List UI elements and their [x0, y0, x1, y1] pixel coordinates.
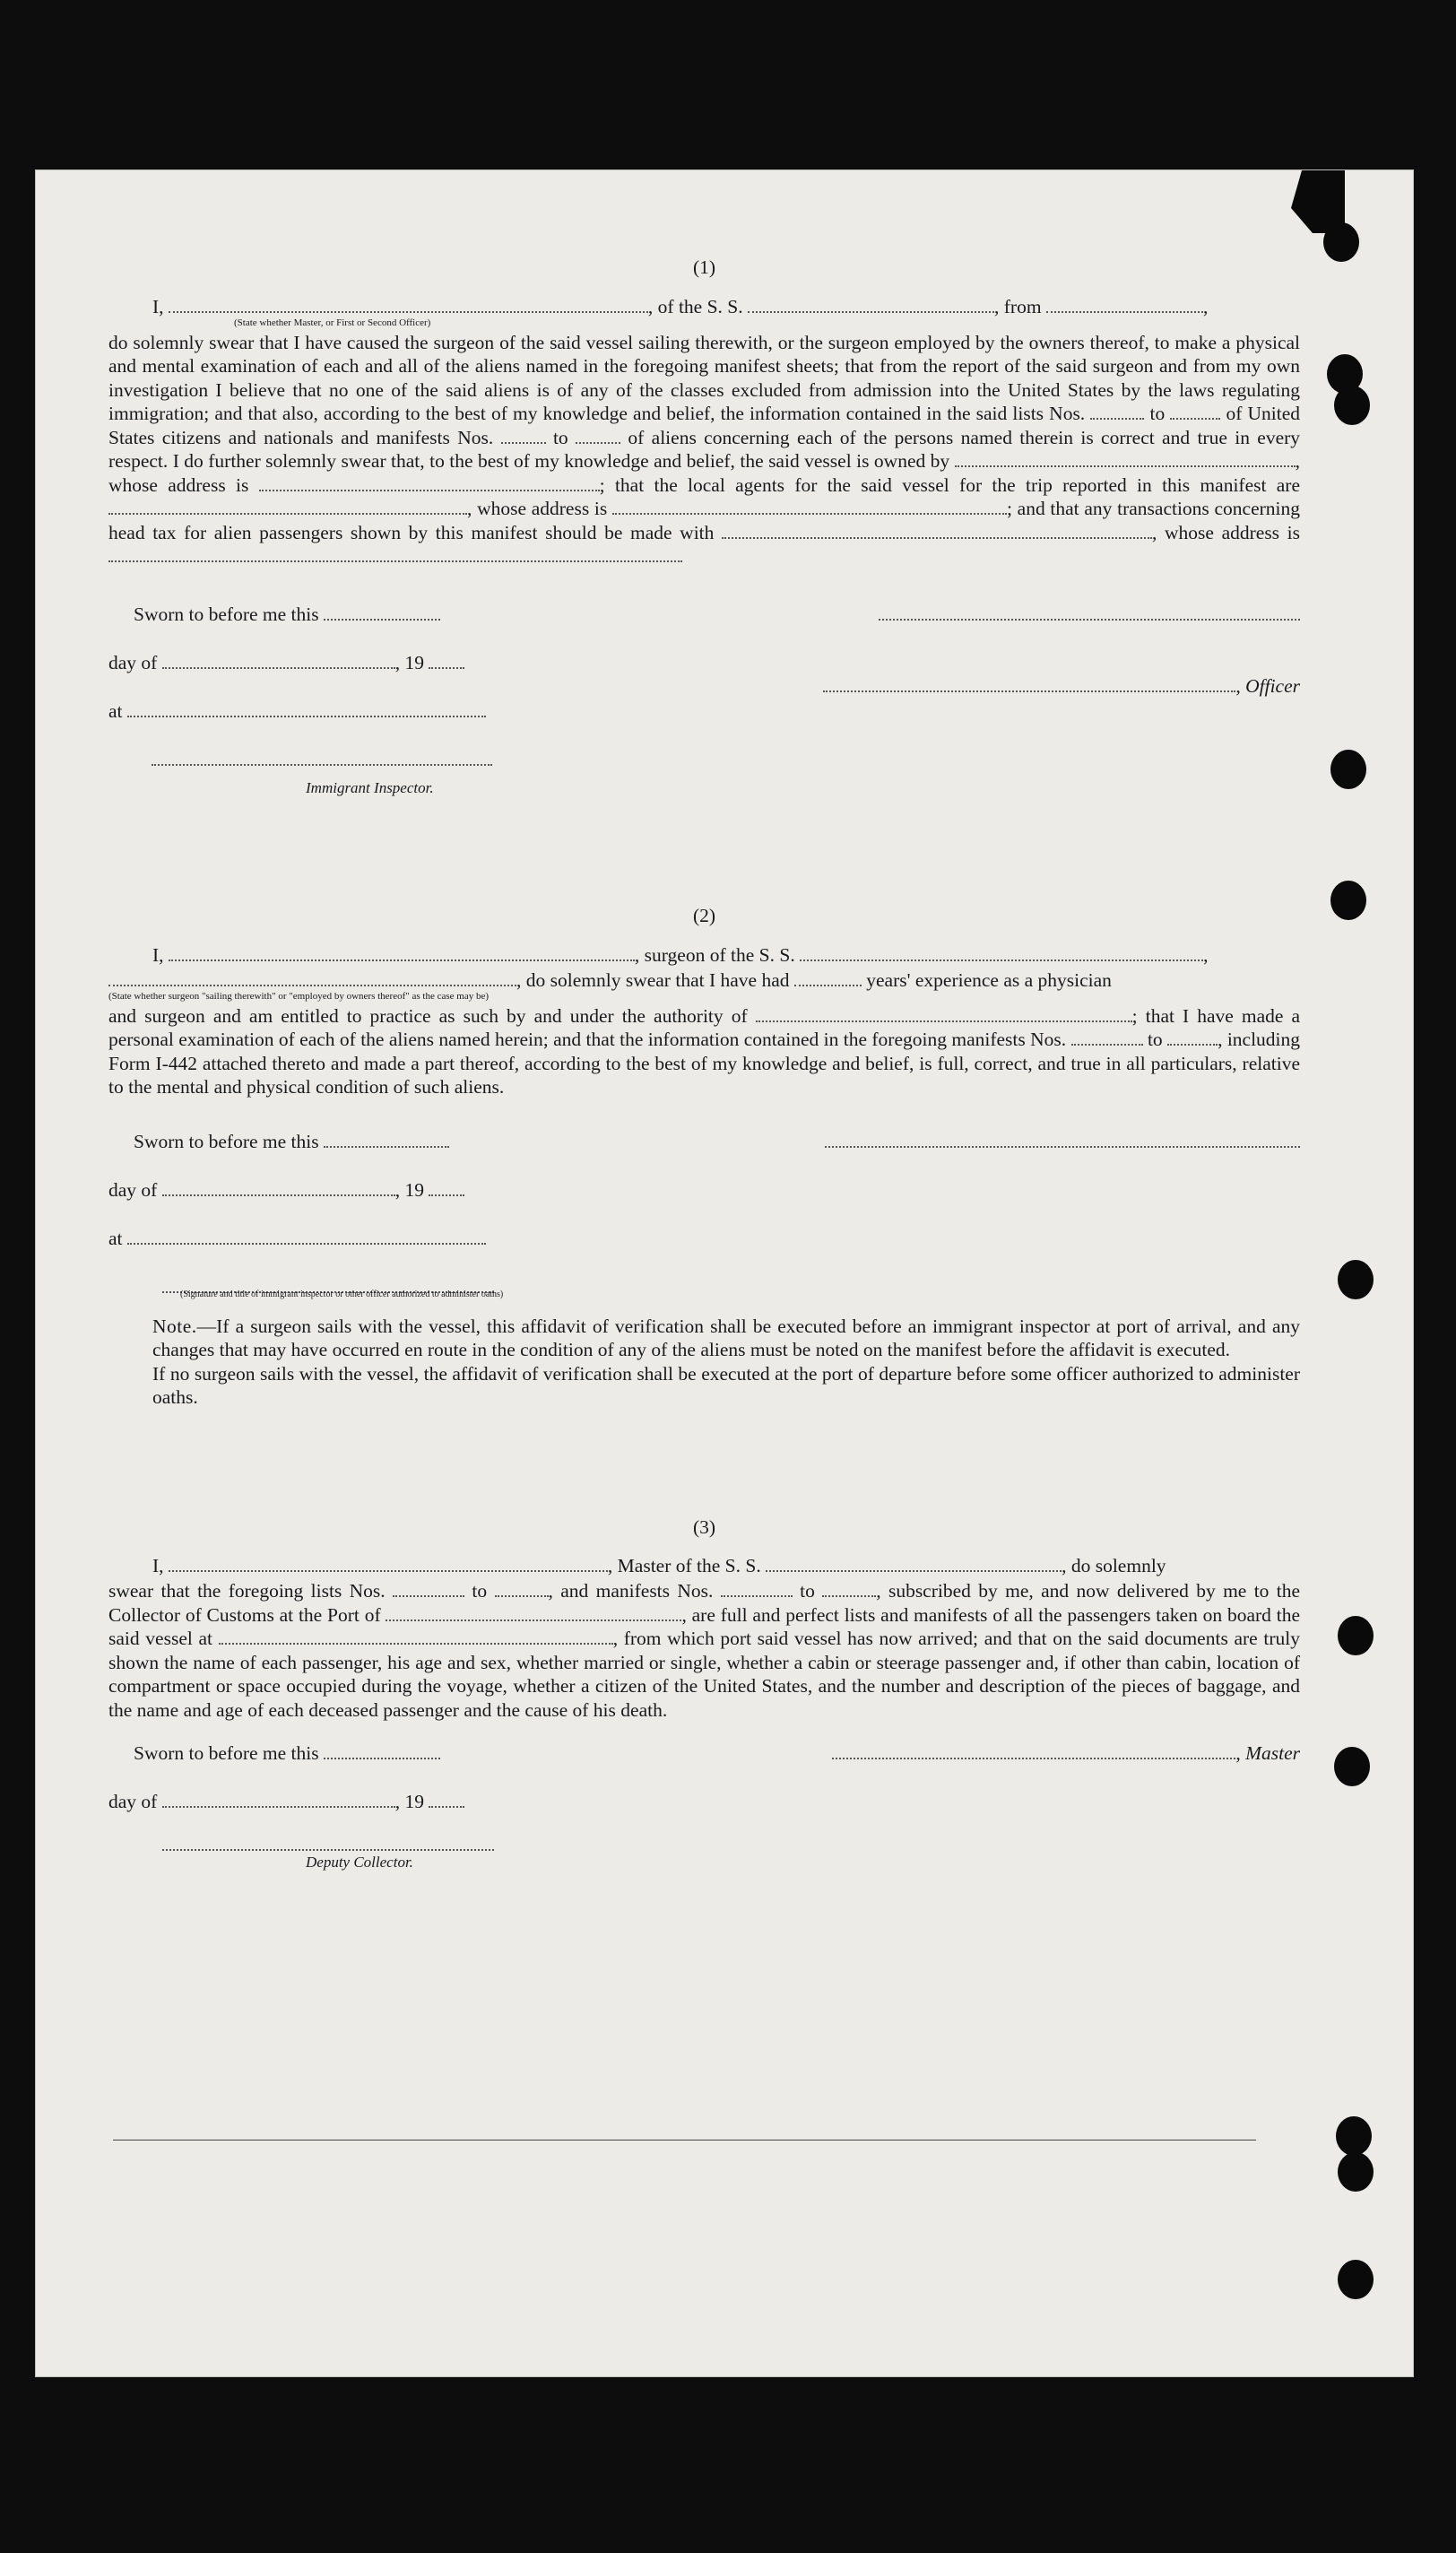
- sworn-label: Sworn to before me this: [134, 1130, 319, 1152]
- day-row: [108, 651, 521, 676]
- inspector-row: [108, 748, 521, 773]
- label-master-ss: , Master of the S. S.: [607, 1555, 761, 1576]
- vessel-blank: [748, 299, 994, 313]
- master-sig-row: [816, 1741, 1300, 1767]
- note-text: —If a surgeon sails with the vessel, this affidavit of verification shall be executed before an immigrant inspector at port of arrival, and any changes that may have occurred en route in the condition of any of the aliens must be noted on the manifest before the affidavit is executed.: [152, 1315, 1300, 1360]
- jurat-block: [108, 1130, 1300, 1300]
- at-row: [108, 699, 521, 725]
- years-text: years' experience as a physician: [866, 968, 1112, 991]
- vessel-blank: [800, 947, 1203, 961]
- deputy-caption: Deputy Collector.: [306, 1854, 413, 1871]
- lists-text: swear that the foregoing lists Nos.: [108, 1580, 386, 1602]
- authority-text: and surgeon and am entitled to practice as such by and under the authority of: [108, 1004, 748, 1027]
- label-i: I,: [152, 943, 164, 966]
- oath-text-3: of aliens concerning each of the persons named therein is correct and true in every respect. I do further solemnly swear that, to the best of my knowledge and belief, the said vessel is owned by: [108, 426, 1301, 472]
- jurat-left: [108, 603, 521, 801]
- sworn-row: [108, 1130, 521, 1155]
- spacer: [108, 1155, 521, 1178]
- section-number: (2): [692, 905, 716, 926]
- day-blank: [162, 1793, 395, 1808]
- sworn-blank: [324, 606, 440, 621]
- title-blank: [169, 299, 648, 313]
- at-row: [108, 1227, 521, 1252]
- officer-signature-line: [879, 606, 1300, 621]
- comma: ,: [1203, 943, 1209, 966]
- manifests-to-blank: [1167, 1031, 1218, 1046]
- head-tax-text: ; and that any transactions concerning head tax for alien passengers shown by this manifest should be made with: [108, 498, 1301, 543]
- manifests-from-blank: [1071, 1031, 1143, 1046]
- sworn-label: Sworn to before me this: [134, 603, 319, 625]
- label-whose-address: whose address is: [477, 498, 608, 519]
- year-label: , 19: [394, 1178, 424, 1201]
- master-line: [108, 1554, 1300, 1579]
- bottom-rule: [113, 2140, 1256, 2141]
- day-row: [108, 1790, 521, 1815]
- surgeon-paragraph: [108, 1004, 1300, 1099]
- year-blank: [429, 1793, 464, 1808]
- section-number: (1): [692, 256, 716, 278]
- owner-blank: [955, 453, 1296, 467]
- semicolon: ;: [1131, 1004, 1138, 1027]
- year-label: , 19: [394, 1791, 424, 1812]
- surgeon-name-blank: [169, 947, 635, 961]
- officer-line-1: [816, 603, 1300, 628]
- years-blank: [794, 972, 862, 986]
- agents-address-blank: [612, 500, 1007, 515]
- master-line: [108, 295, 1300, 320]
- surgeon-line-2: [108, 968, 1300, 994]
- spacer: [108, 676, 521, 699]
- lists-from-blank: [393, 1583, 464, 1597]
- punch-hole: [1338, 2152, 1374, 2192]
- day-label: day of: [108, 1791, 158, 1812]
- surgeon-hint: (State whether surgeon "sailing therewith" or "employed by owners thereof" as the case may be): [108, 990, 490, 1002]
- spacer: [108, 1767, 521, 1790]
- note-paragraph-2: [108, 1362, 1300, 1410]
- master-label: , Master: [1235, 1742, 1300, 1764]
- punch-hole: [1330, 750, 1366, 789]
- year-label: , 19: [394, 651, 424, 673]
- label-surgeon-ss: , surgeon of the S. S.: [634, 943, 795, 966]
- documents-text: , from which port said vessel has now arrived; and that on the said documents are truly shown the name of each passenger, his age and sex, whether married or single, whether a cabin or steerage passenger and, if other than cabin, location of compartment or space occupied during the voyage, whether a citizen of the United States, and the number and description of the pieces of baggage, and the name and age of each deceased passenger and the cause of his death.: [108, 1628, 1300, 1721]
- spacer: [108, 725, 521, 748]
- note-text-2: If no surgeon sails with the vessel, the affidavit of verification shall be executed at the port of departure before some officer authorized to administer oaths.: [152, 1362, 1300, 1408]
- day-label: day of: [108, 1178, 158, 1201]
- affidavit-master: [108, 256, 1300, 800]
- affidavit-content: [108, 256, 1300, 1875]
- spacer: [816, 628, 1300, 674]
- full-lists-text: , are full and perfect lists and manifests of all the passengers taken on board the said vessel at: [108, 1603, 1301, 1649]
- surgeon-type-blank: [108, 972, 516, 986]
- form-page: [36, 170, 1413, 2376]
- punch-hole: [1338, 2260, 1374, 2299]
- note-label: Note.: [152, 1315, 197, 1337]
- lists-paragraph: [108, 1579, 1300, 1722]
- surgeon-line: [108, 943, 1300, 968]
- label-to: to: [1147, 1029, 1163, 1050]
- label-from: , from: [994, 295, 1042, 317]
- label-i: I,: [152, 295, 164, 317]
- signature-caption: (Signature and title of immigrant inspector or other officer authorized to administer oaths): [180, 1289, 504, 1299]
- spacer: [108, 1815, 521, 1833]
- officer-sig-row: [108, 1275, 521, 1290]
- jurat-left: [108, 1130, 521, 1300]
- sworn-row: [108, 1741, 521, 1767]
- label-whose-address: , whose address is: [108, 450, 1301, 496]
- officer-title-line: [823, 678, 1235, 692]
- note-paragraph: [108, 1315, 1300, 1362]
- inspector-caption: Immigrant Inspector.: [306, 778, 434, 796]
- semicolon: ;: [599, 473, 605, 496]
- at-label: at: [108, 699, 123, 722]
- manifests-text: , and manifests Nos.: [548, 1580, 714, 1602]
- manifests-from-blank: [721, 1583, 793, 1597]
- solemnly-text: , do solemnly: [1062, 1555, 1166, 1576]
- label-to: to: [552, 426, 568, 448]
- day-label: day of: [108, 651, 158, 673]
- day-row: [108, 1178, 521, 1203]
- sworn-label: Sworn to before me this: [134, 1742, 319, 1764]
- inspector-signature-line: [152, 751, 492, 766]
- oath-text-2: of United States citizens and nationals and manifests Nos.: [108, 403, 1301, 448]
- label-to: to: [472, 1580, 488, 1602]
- lists-to-blank: [495, 1583, 549, 1597]
- spacer: [108, 1252, 521, 1275]
- punch-hole: [1334, 1747, 1370, 1786]
- day-blank: [162, 655, 395, 669]
- jurat-right: [816, 1741, 1300, 1875]
- deputy-signature-line: [162, 1837, 494, 1851]
- punch-hole: [1338, 1616, 1374, 1655]
- manifests-to-blank: [822, 1583, 876, 1597]
- master-signature-line: [832, 1745, 1235, 1759]
- surgeon-signature-line: [825, 1133, 1300, 1148]
- section-number: (3): [692, 1515, 716, 1538]
- sworn-blank: [324, 1133, 449, 1148]
- authority-blank: [756, 1008, 1132, 1022]
- jurat-block: [108, 1741, 1300, 1875]
- at-blank: [127, 703, 486, 717]
- manifests-from-blank: [501, 430, 546, 444]
- title-hint: (State whether Master, or First or Second Officer): [234, 317, 431, 328]
- swear-text: , do solemnly swear that I have had: [516, 968, 790, 991]
- local-agents-text: that the local agents for the said vessel for the trip reported in this manifest are: [614, 473, 1300, 496]
- year-blank: [429, 1182, 464, 1196]
- port-blank: [1046, 299, 1203, 313]
- label-to: to: [1149, 403, 1166, 424]
- label-whose-address: , whose address is: [1152, 521, 1301, 543]
- spacer: [108, 628, 521, 651]
- lists-to-blank: [1170, 405, 1220, 420]
- embarkation-port-blank: [219, 1630, 613, 1645]
- master-name-blank: [169, 1558, 608, 1572]
- punch-hole: [1334, 386, 1370, 425]
- day-blank: [162, 1182, 395, 1196]
- port-blank: [386, 1607, 681, 1621]
- punch-hole: [1323, 222, 1359, 262]
- affidavit-surgeon: [108, 904, 1300, 1410]
- jurat-left: [108, 1741, 521, 1875]
- label-of-ss: , of the S. S.: [647, 295, 743, 317]
- head-tax-blank: [722, 525, 1152, 539]
- jurat-right: [816, 603, 1300, 801]
- examination-text-2: , including Form I-442 attached thereto and made a part thereof, according to the best of my knowledge and belief, is full, correct, and true in all particulars, relative to the mental and physical condition of such aliens.: [108, 1029, 1301, 1098]
- head-tax-address-blank: [108, 548, 682, 562]
- examination-text: that I have made a personal examination of each of the aliens named herein; and that the information contained in the foregoing manifests Nos.: [108, 1004, 1301, 1050]
- sworn-blank: [324, 1745, 440, 1759]
- label-i: I,: [152, 1555, 164, 1576]
- delivered-text: , subscribed by me, and now delivered by me to the Collector of Customs at the Port of: [108, 1580, 1301, 1626]
- spacer: [108, 1203, 521, 1227]
- comma: ,: [1202, 295, 1209, 317]
- punch-hole: [1330, 881, 1366, 920]
- owner-address-blank: [259, 477, 600, 491]
- vessel-blank: [766, 1558, 1062, 1572]
- at-blank: [127, 1230, 486, 1245]
- jurat-right: [816, 1130, 1300, 1300]
- jurat-block: [108, 603, 1300, 801]
- oath-paragraph: [108, 331, 1300, 569]
- manifests-to-blank: [576, 430, 620, 444]
- officer-label: , Officer: [1235, 674, 1300, 697]
- lists-from-blank: [1090, 405, 1144, 420]
- surgeon-sig-row: [816, 1130, 1300, 1155]
- oath-text: do solemnly swear that I have caused the surgeon of the said vessel sailing therewith, or the surgeon employed by the owners thereof, to make a physical and mental examination of each and all of the aliens named in the foregoing manifest sheets; that from the report of the said surgeon and from my own investigation I believe that no one of the said aliens is of any of the classes excluded from admission into the United States by the laws regulating immigration; and that also, according to the best of my knowledge and belief, the information contained in the said lists Nos.: [108, 331, 1300, 424]
- officer-line-2: [816, 674, 1300, 699]
- comma: ,: [467, 498, 472, 519]
- affidavit-master-lists: [108, 1515, 1300, 1875]
- agents-blank: [108, 500, 467, 515]
- punch-hole: [1338, 1260, 1374, 1299]
- punch-hole: [1336, 2116, 1372, 2156]
- label-to: to: [800, 1580, 815, 1602]
- sworn-row: [108, 603, 521, 628]
- deputy-sig-row: [108, 1833, 521, 1847]
- at-label: at: [108, 1227, 123, 1249]
- year-blank: [429, 655, 464, 669]
